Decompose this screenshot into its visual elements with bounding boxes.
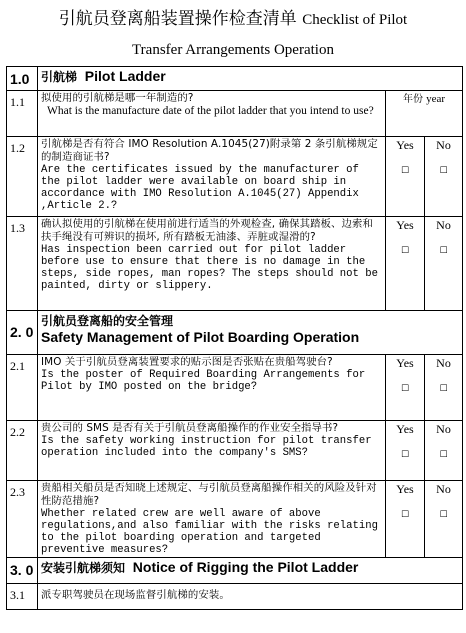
yes-cell: Yes ☐ <box>386 217 425 311</box>
section-number: 2. 0 <box>7 311 38 355</box>
no-checkbox-icon[interactable]: ☐ <box>439 510 448 520</box>
no-cell: No ☐ <box>425 217 463 311</box>
no-checkbox-icon[interactable]: ☐ <box>439 246 448 256</box>
item-question: 确认拟使用的引航梯在使用前进行适当的外观检查, 确保其踏板、边索和扶手绳没有可辨识的损坏, 所有踏板无油漆、弄脏或湿滑的? Has inspection been carried out for pilot ladder before use to ensure that there is no damage in the steps, side ropes, man ropes? The steps should not be painted, dirty or slippery. <box>38 217 386 311</box>
no-cell: No ☐ <box>425 137 463 217</box>
item-question: 引航梯是否有符合 IMO Resolution A.1045(27)附录第 2 条引航梯规定的制造商证书? Are the certificates issued by the manufacturer of the pilot ladder were available on board ship in accordance with IMO Resolution A.1045(27) Appendix ,Article 2.? <box>38 137 386 217</box>
yes-checkbox-icon[interactable]: ☐ <box>400 166 410 176</box>
title-en-part-2: Transfer Arrangements Operation <box>132 42 334 58</box>
no-cell: No ☐ <box>425 481 463 558</box>
item-question: 拟使用的引航梯是哪一年制造的? What is the manufacture date of the pilot ladder that you intend to use? <box>38 91 386 137</box>
yes-cell: Yes ☐ <box>386 481 425 558</box>
item-question: 贵船相关船员是否知晓上述规定、与引航员登离船操作相关的风险及针对性防范措施? Whether related crew are well aware of above regulations,and also familiar with the risks relating to the pilot boarding operation and targeted preventive measures? <box>38 481 386 558</box>
section-row-2 <box>7 311 463 355</box>
item-number: 2.3 <box>7 481 38 558</box>
item-question: 派专职驾驶员在现场监督引航梯的安装。 <box>38 584 463 610</box>
yes-cell: Yes ☐ <box>386 355 425 421</box>
checklist-item-1-2 <box>7 137 463 217</box>
checklist-item-2-3 <box>7 481 463 558</box>
year-field[interactable]: 年份 year <box>386 91 463 137</box>
no-cell: No ☐ <box>425 355 463 421</box>
section-title: 引航梯 Pilot Ladder <box>38 67 463 91</box>
item-number: 1.2 <box>7 137 38 217</box>
item-number: 2.1 <box>7 355 38 421</box>
checklist-item-1-1 <box>7 91 463 137</box>
checklist-item-2-2 <box>7 421 463 481</box>
yes-checkbox-icon[interactable]: ☐ <box>400 246 410 256</box>
yes-checkbox-icon[interactable]: ☐ <box>400 384 410 394</box>
no-checkbox-icon[interactable]: ☐ <box>439 166 448 176</box>
checklist-item-3-1 <box>7 584 463 610</box>
title-en-part-1: Checklist of Pilot <box>302 12 408 28</box>
section-title: 引航员登离船的安全管理 Safety Management of Pilot Boarding Operation <box>38 311 463 355</box>
section-row-3 <box>7 558 463 584</box>
checklist-item-1-3 <box>7 217 463 311</box>
no-cell: No ☐ <box>425 421 463 481</box>
yes-checkbox-icon[interactable]: ☐ <box>400 450 410 460</box>
title-line-1 <box>0 8 466 31</box>
section-number: 1.0 <box>7 67 38 91</box>
section-number: 3. 0 <box>7 558 38 584</box>
no-checkbox-icon[interactable]: ☐ <box>439 450 448 460</box>
item-question: IMO 关于引航员登离装置要求的贴示图是否张贴在贵船驾驶台? Is the poster of Required Boarding Arrangements for Pilot by IMO posted on the bridge? <box>38 355 386 421</box>
checklist-item-2-1 <box>7 355 463 421</box>
yes-cell: Yes ☐ <box>386 421 425 481</box>
section-title: 安装引航梯须知 Notice of Rigging the Pilot Ladder <box>38 558 463 584</box>
section-row-1 <box>7 67 463 91</box>
title-cn: 引航员登离船装置操作检查清单 <box>58 9 297 29</box>
item-number: 1.1 <box>7 91 38 137</box>
checklist-table <box>6 66 463 610</box>
item-number: 2.2 <box>7 421 38 481</box>
item-question: 贵公司的 SMS 是否有关于引航员登离船操作的作业安全指导书? Is the safety working instruction for pilot transfer operation included into the company's SMS? <box>38 421 386 481</box>
item-number: 3.1 <box>7 584 38 610</box>
yes-cell: Yes ☐ <box>386 137 425 217</box>
no-checkbox-icon[interactable]: ☐ <box>439 384 448 394</box>
yes-checkbox-icon[interactable]: ☐ <box>400 510 410 520</box>
item-number: 1.3 <box>7 217 38 311</box>
